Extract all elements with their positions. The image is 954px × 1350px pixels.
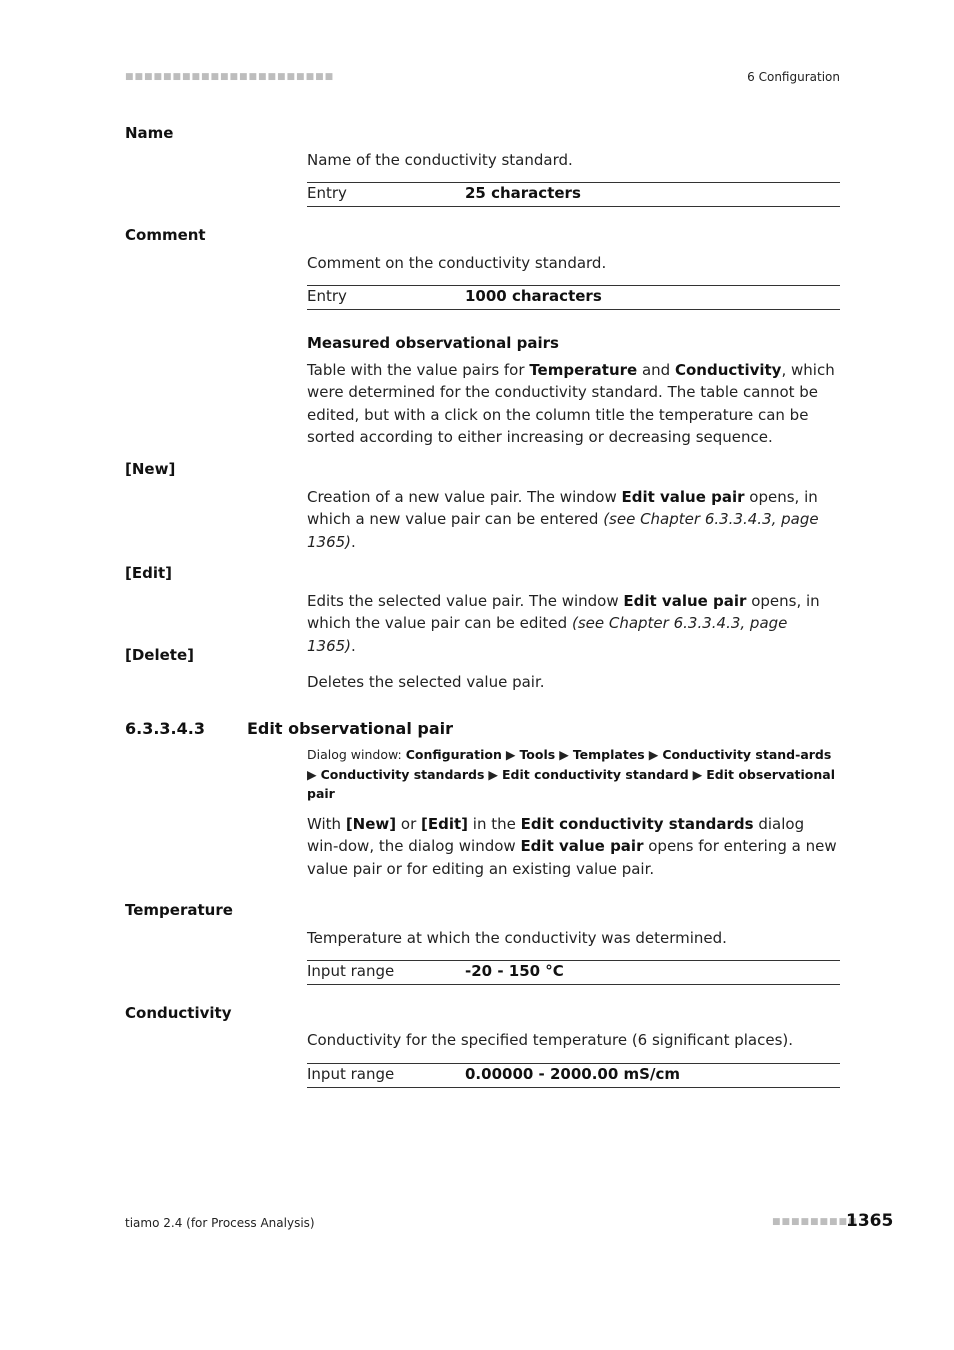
path-arrow-icon: ▶ bbox=[559, 747, 569, 762]
chapter-reference-link[interactable]: (see Chapter 6.3.3.4.3, page 1365) bbox=[307, 614, 788, 655]
pairs-description: Table with the value pairs for Temperature and Conductivity, which were determined for the conductivity standard. The table cannot be edited, but with a click on the column title the temperature can be sorted according to either increasing or decreasing sequence. bbox=[307, 361, 835, 446]
path-arrow-icon: ▶ bbox=[505, 747, 516, 762]
temperature-description: Temperature at which the conductivity was determined. bbox=[307, 929, 727, 947]
entry-value: 1000 characters bbox=[465, 287, 602, 305]
name-entry-row bbox=[307, 182, 840, 207]
range-value: 0.00000 - 2000.00 mS/cm bbox=[465, 1065, 680, 1083]
dialog-path: Dialog window: Configuration ▶ Tools ▶ Templates ▶ Conductivity stand-ards ▶ Conductivity standards ▶ Edit conductivity standard ▶ Edit observational pair bbox=[307, 747, 836, 801]
term-name: Name bbox=[125, 124, 174, 142]
pairs-heading: Measured observational pairs bbox=[307, 334, 559, 352]
path-arrow-icon: ▶ bbox=[488, 766, 498, 782]
term-new-button: [New] bbox=[125, 460, 176, 478]
term-edit-button: [Edit] bbox=[125, 564, 173, 582]
conductivity-description: Conductivity for the specified temperature (6 significant places). bbox=[307, 1031, 794, 1049]
page-number: 1365 bbox=[846, 1211, 894, 1231]
path-arrow-icon: ▶ bbox=[307, 766, 317, 782]
range-label: Input range bbox=[307, 1065, 395, 1083]
term-delete-button: [Delete] bbox=[125, 646, 194, 664]
comment-entry-row bbox=[307, 285, 840, 310]
path-arrow-icon: ▶ bbox=[692, 766, 703, 782]
chapter-title: 6 Configuration bbox=[747, 70, 840, 84]
section-title: Edit observational pair bbox=[247, 719, 454, 738]
footer-decoration: ■■■■■■■■■ bbox=[772, 1217, 858, 1227]
section-intro: With [New] or [Edit] in the Edit conductivity standards dialog win-dow, the dialog window Edit value pair opens for entering a new value pair or for editing an existing value pair. bbox=[307, 815, 837, 878]
delete-description: Deletes the selected value pair. bbox=[307, 673, 545, 691]
chapter-reference-link[interactable]: (see Chapter 6.3.3.4.3, page 1365) bbox=[307, 510, 819, 551]
entry-label: Entry bbox=[307, 184, 347, 202]
term-comment: Comment bbox=[125, 226, 206, 244]
range-label: Input range bbox=[307, 962, 395, 980]
term-temperature: Temperature bbox=[125, 901, 233, 919]
conductivity-range-row bbox=[307, 1063, 840, 1088]
path-arrow-icon: ▶ bbox=[648, 747, 659, 762]
entry-value: 25 characters bbox=[465, 184, 581, 202]
footer-product: tiamo 2.4 (for Process Analysis) bbox=[125, 1216, 315, 1230]
comment-description: Comment on the conductivity standard. bbox=[307, 254, 607, 272]
edit-description: Edits the selected value pair. The window Edit value pair opens, in which the value pair can be edited (see Chapter 6.3.3.4.3, page 1365). bbox=[307, 592, 820, 655]
term-conductivity: Conductivity bbox=[125, 1004, 232, 1022]
section-number: 6.3.3.4.3 bbox=[125, 719, 205, 738]
entry-label: Entry bbox=[307, 287, 347, 305]
new-description: Creation of a new value pair. The window Edit value pair opens, in which a new value pair can be entered (see Chapter 6.3.3.4.3, page 1365). bbox=[307, 488, 819, 551]
range-value: -20 - 150 °C bbox=[465, 962, 564, 980]
name-description: Name of the conductivity standard. bbox=[307, 151, 573, 169]
header-decoration: ■■■■■■■■■■■■■■■■■■■■■■ bbox=[125, 72, 335, 82]
temperature-range-row bbox=[307, 960, 840, 985]
